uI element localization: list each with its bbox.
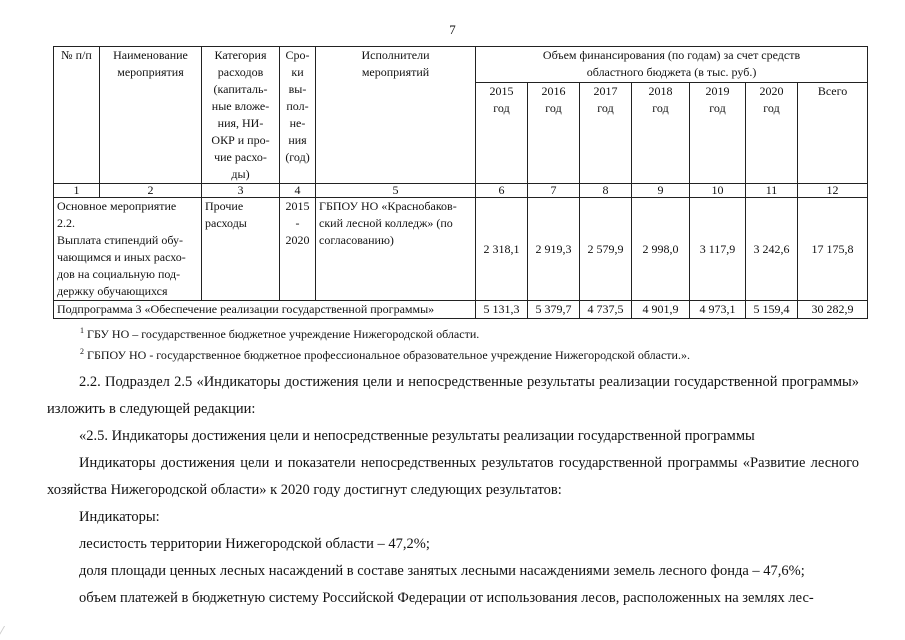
header-year-2020: 2020 год — [746, 83, 798, 184]
paragraph: лесистость территории Нижегородской области – 47,2%; — [79, 536, 430, 552]
column-number: 10 — [690, 184, 746, 198]
value-total: 17 175,8 — [798, 198, 868, 301]
value-2020: 3 242,6 — [746, 198, 798, 301]
column-number: 3 — [202, 184, 280, 198]
column-number: 8 — [580, 184, 632, 198]
subtotal-2017: 4 737,5 — [580, 301, 632, 319]
value-2015: 2 318,1 — [476, 198, 528, 301]
paragraph: доля площади ценных лесных насаждений в составе занятых лесными насаждениями земель лесного фонда – 47,6%; — [79, 563, 805, 579]
value-2019: 3 117,9 — [690, 198, 746, 301]
subtotal-row — [54, 301, 868, 319]
column-number: 7 — [528, 184, 580, 198]
table-header-row — [54, 47, 868, 83]
measure-name: Основное мероприятие 2.2. Выплата стипендий обу- чающимся и иных расхо- дов на социальную под- держку обучающихся — [54, 198, 202, 301]
subtotal-2016: 5 379,7 — [528, 301, 580, 319]
execution-terms: 2015 - 2020 — [280, 198, 316, 301]
header-year-2015: 2015 год — [476, 83, 528, 184]
header-category: Категория расходов (капиталь- ные вложе- ния, НИ- ОКР и про- чие расхо- ды) — [202, 47, 280, 184]
value-2018: 2 998,0 — [632, 198, 690, 301]
header-total: Всего — [798, 83, 868, 184]
header-no: № п/п — [54, 47, 100, 184]
subtotal-2020: 5 159,4 — [746, 301, 798, 319]
value-2016: 2 919,3 — [528, 198, 580, 301]
value-2017: 2 579,9 — [580, 198, 632, 301]
column-number: 2 — [100, 184, 202, 198]
column-number-row — [54, 184, 868, 198]
header-year-2018: 2018 год — [632, 83, 690, 184]
column-number: 5 — [316, 184, 476, 198]
footnote — [80, 343, 690, 364]
column-number: 6 — [476, 184, 528, 198]
expense-category: Прочие расходы — [202, 198, 280, 301]
header-name: Наименование мероприятия — [100, 47, 202, 184]
footnote-text: ГБУ НО – государственное бюджетное учреждение Нижегородской области. — [87, 327, 480, 341]
header-year-2019: 2019 год — [690, 83, 746, 184]
financing-table — [53, 46, 868, 319]
paragraph: Индикаторы: — [79, 509, 160, 525]
header-terms: Сро- ки вы- пол- не- ния (год) — [280, 47, 316, 184]
paragraph: «2.5. Индикаторы достижения цели и непосредственные результаты реализации государственной программы — [79, 428, 755, 444]
header-executors: Исполнители мероприятий — [316, 47, 476, 184]
table-row — [54, 198, 868, 301]
header-year-2017: 2017 год — [580, 83, 632, 184]
footnote-mark: 2 — [80, 347, 84, 356]
subtotal-total: 30 282,9 — [798, 301, 868, 319]
column-number: 4 — [280, 184, 316, 198]
paragraph: объем платежей в бюджетную систему Российской Федерации от использования лесов, расположенных на землях лес- — [79, 590, 814, 606]
paragraph: Индикаторы достижения цели и показатели непосредственных результатов государственной программы «Развитие лесного хозяйства Нижегородской области» к 2020 году достигнут следующих результатов: — [47, 455, 859, 498]
column-number: 12 — [798, 184, 868, 198]
header-funding: Объем финансирования (по годам) за счет средств областного бюджета (в тыс. руб.) — [476, 47, 868, 83]
footnote-text: ГБПОУ НО - государственное бюджетное профессиональное образовательное учреждение Нижегородской области.». — [87, 348, 690, 362]
footnote-mark: 1 — [80, 326, 84, 335]
header-year-2016: 2016 год — [528, 83, 580, 184]
footnotes — [80, 322, 690, 364]
column-number: 9 — [632, 184, 690, 198]
paragraph: 2.2. Подраздел 2.5 «Индикаторы достижения цели и непосредственные результаты реализации государственной программы» изложить в следующей редакции: — [47, 374, 859, 417]
executor: ГБПОУ НО «Краснобаков- ский лесной колледж» (по согласованию) — [316, 198, 476, 301]
subtotal-label: Подпрограмма 3 «Обеспечение реализации государственной программы» — [54, 301, 476, 319]
subtotal-2019: 4 973,1 — [690, 301, 746, 319]
scan-artifact — [0, 626, 35, 640]
column-number: 1 — [54, 184, 100, 198]
subtotal-2015: 5 131,3 — [476, 301, 528, 319]
document-body — [47, 369, 859, 612]
subtotal-2018: 4 901,9 — [632, 301, 690, 319]
footnote — [80, 322, 690, 343]
column-number: 11 — [746, 184, 798, 198]
page-number: 7 — [449, 22, 456, 37]
